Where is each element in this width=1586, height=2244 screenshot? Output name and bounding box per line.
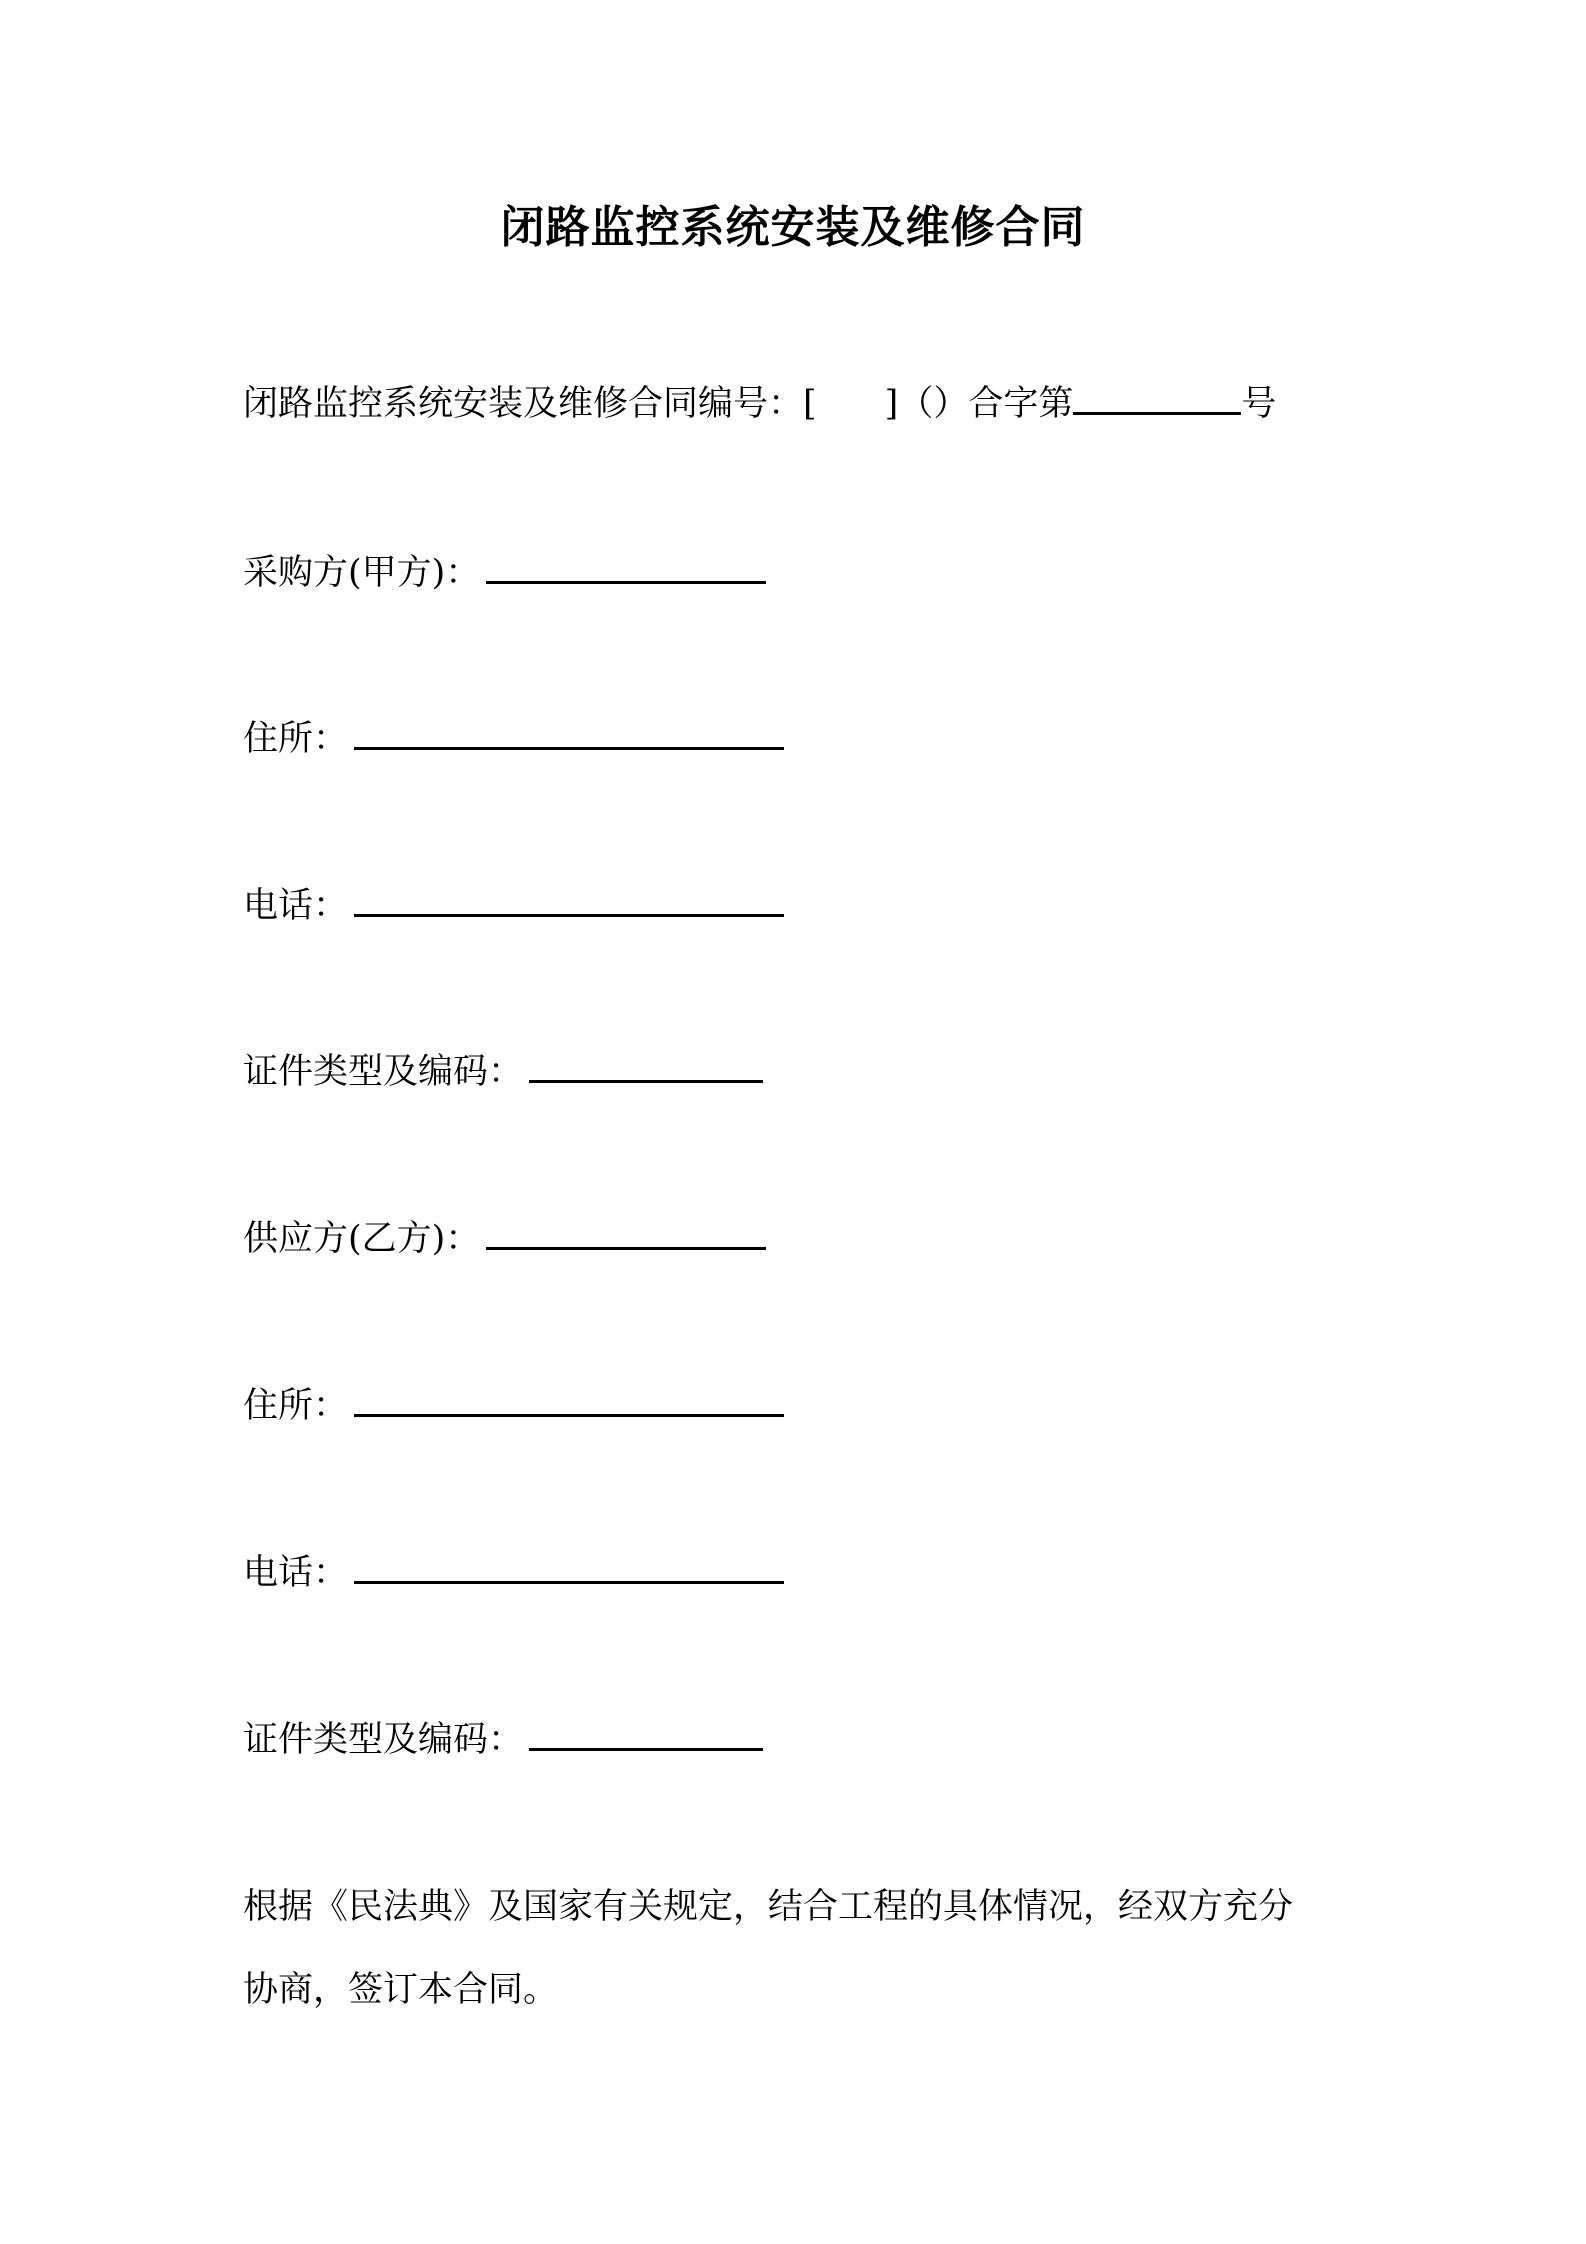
preamble-line-1: 根据《民法典》及国家有关规定，结合工程的具体情况，经双方充分 xyxy=(243,1887,1294,1927)
party-a-name-blank[interactable] xyxy=(486,545,766,584)
party-a-address-label: 住所： xyxy=(243,719,349,759)
party-a-address-row xyxy=(243,711,784,763)
parens: （） xyxy=(898,384,969,424)
party-a-address-blank[interactable] xyxy=(354,711,784,750)
party-b-address-blank[interactable] xyxy=(354,1378,784,1417)
contract-number-middle: 合字第 xyxy=(968,384,1074,424)
party-b-phone-blank[interactable] xyxy=(354,1545,784,1584)
contract-number-blank[interactable] xyxy=(1073,376,1241,415)
party-a-id-label: 证件类型及编码： xyxy=(243,1052,524,1092)
bracket-close: ] xyxy=(884,384,899,424)
party-b-name-label: 供应方(乙方)： xyxy=(243,1219,481,1259)
preamble-line-2: 协商，签订本合同。 xyxy=(243,1970,559,2010)
party-a-id-blank[interactable] xyxy=(529,1044,763,1083)
party-b-address-row xyxy=(243,1378,784,1430)
party-b-phone-row xyxy=(243,1545,784,1597)
party-b-phone-label: 电话： xyxy=(243,1553,349,1593)
contract-number-label: 闭路监控系统安装及维修合同编号： xyxy=(243,384,804,424)
party-b-id-label: 证件类型及编码： xyxy=(243,1720,524,1760)
party-b-name-row xyxy=(243,1211,766,1263)
party-a-phone-blank[interactable] xyxy=(354,878,784,917)
contract-number-suffix: 号 xyxy=(1241,384,1277,424)
party-b-id-blank[interactable] xyxy=(529,1712,763,1751)
bracket-open: [ xyxy=(803,384,817,424)
party-b-name-blank[interactable] xyxy=(486,1211,766,1250)
party-a-phone-row xyxy=(243,878,784,930)
party-b-address-label: 住所： xyxy=(243,1386,349,1426)
party-a-phone-label: 电话： xyxy=(243,886,349,926)
party-a-id-row xyxy=(243,1044,763,1096)
preamble-paragraph xyxy=(243,1866,1363,2032)
party-a-name-row xyxy=(243,545,766,597)
party-b-id-row xyxy=(243,1712,763,1764)
contract-number-row xyxy=(243,376,1276,428)
party-a-name-label: 采购方(甲方)： xyxy=(243,553,481,593)
document-title: 闭路监控系统安装及维修合同 xyxy=(500,202,1086,253)
